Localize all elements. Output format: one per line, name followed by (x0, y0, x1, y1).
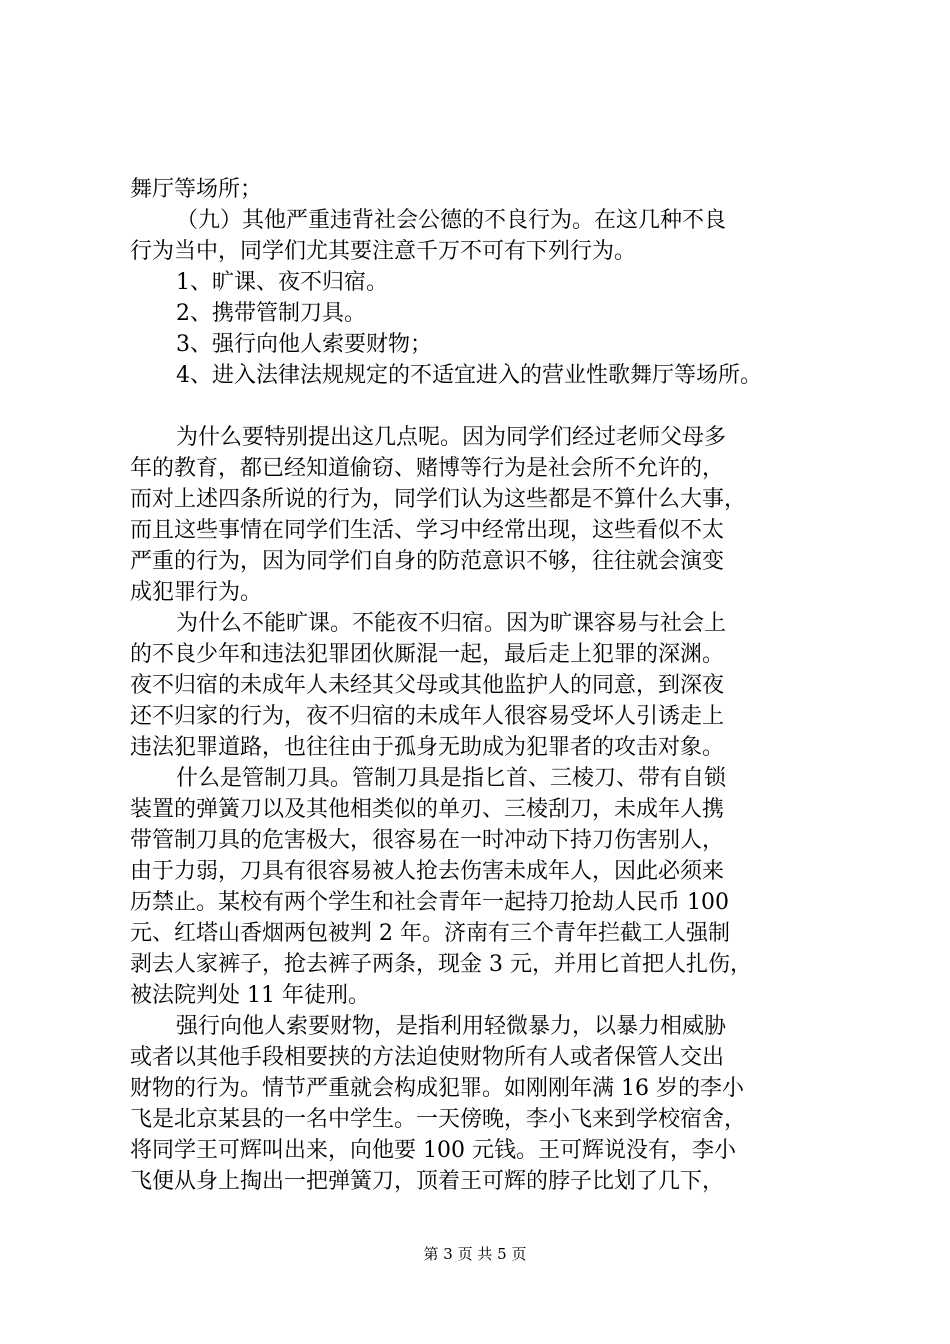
text-line: 而且这些事情在同学们生活、学习中经常出现，这些看似不太 (130, 518, 725, 543)
text-line: 或者以其他手段相要挟的方法迫使财物所有人或者保管人交出 (130, 1045, 725, 1070)
paragraph-gap (130, 391, 850, 422)
text-line: 历禁止。某校有两个学生和社会青年一起持刀抢劫人民币 100 (130, 890, 729, 915)
text-line: 带管制刀具的危害极大，很容易在一时冲动下持刀伤害别人， (130, 828, 725, 853)
text-line: 年的教育，都已经知道偷窃、赌博等行为是社会所不允许的， (130, 456, 725, 481)
document-body (130, 174, 850, 1197)
text-line: 什么是管制刀具。管制刀具是指匕首、三棱刀、带有自锁 (176, 766, 727, 791)
text-line: 元、红塔山香烟两包被判 2 年。济南有三个青年拦截工人强制 (130, 921, 730, 946)
text-line: 行为当中，同学们尤其要注意千万不可有下列行为。 (130, 239, 637, 264)
text-line: 违法犯罪道路，也往往由于孤身无助成为犯罪者的攻击对象。 (130, 735, 725, 760)
text-line: 为什么不能旷课。不能夜不归宿。因为旷课容易与社会上 (176, 611, 727, 636)
text-line: 财物的行为。情节严重就会构成犯罪。如刚刚年满 16 岁的李小 (130, 1076, 744, 1101)
text-line: 装置的弹簧刀以及其他相类似的单刃、三棱刮刀，未成年人携 (130, 797, 725, 822)
text-line: 将同学王可辉叫出来，向他要 100 元钱。王可辉说没有，李小 (130, 1138, 736, 1163)
list-item: 1、旷课、夜不归宿。 (176, 270, 388, 295)
list-item: 4、进入法律法规规定的不适宜进入的营业性歌舞厅等场所。 (176, 363, 762, 388)
text-line: 强行向他人索要财物，是指利用轻微暴力，以暴力相威胁 (176, 1014, 727, 1039)
text-line: 由于力弱，刀具有很容易被人抢去伤害未成年人，因此必须来 (130, 859, 725, 884)
text-line: 成犯罪行为。 (130, 580, 263, 605)
text-line: 严重的行为，因为同学们自身的防范意识不够，往往就会演变 (130, 549, 725, 574)
page-footer: 第 3 页 共 5 页 (423, 1245, 527, 1263)
text-line: 舞厅等场所； (130, 177, 263, 202)
list-item: 3、强行向他人索要财物； (176, 332, 432, 357)
text-line: 剥去人家裤子，抢去裤子两条，现金 3 元，并用匕首把人扎伤， (130, 952, 752, 977)
text-line: 还不归家的行为，夜不归宿的未成年人很容易受坏人引诱走上 (130, 704, 725, 729)
text-line: 飞便从身上掏出一把弹簧刀，顶着王可辉的脖子比划了几下， (130, 1169, 725, 1194)
text-line: 为什么要特别提出这几点呢。因为同学们经过老师父母多 (176, 425, 727, 450)
text-line: （九）其他严重违背社会公德的不良行为。在这几种不良 (176, 208, 727, 233)
text-line: 夜不归宿的未成年人未经其父母或其他监护人的同意，到深夜 (130, 673, 725, 698)
text-line: 的不良少年和违法犯罪团伙厮混一起，最后走上犯罪的深渊。 (130, 642, 725, 667)
text-line: 飞是北京某县的一名中学生。一天傍晚，李小飞来到学校宿舍， (130, 1107, 747, 1132)
text-line: 而对上述四条所说的行为，同学们认为这些都是不算什么大事， (130, 487, 747, 512)
text-line: 被法院判处 11 年徒刑。 (130, 983, 370, 1008)
list-item: 2、携带管制刀具。 (176, 301, 366, 326)
